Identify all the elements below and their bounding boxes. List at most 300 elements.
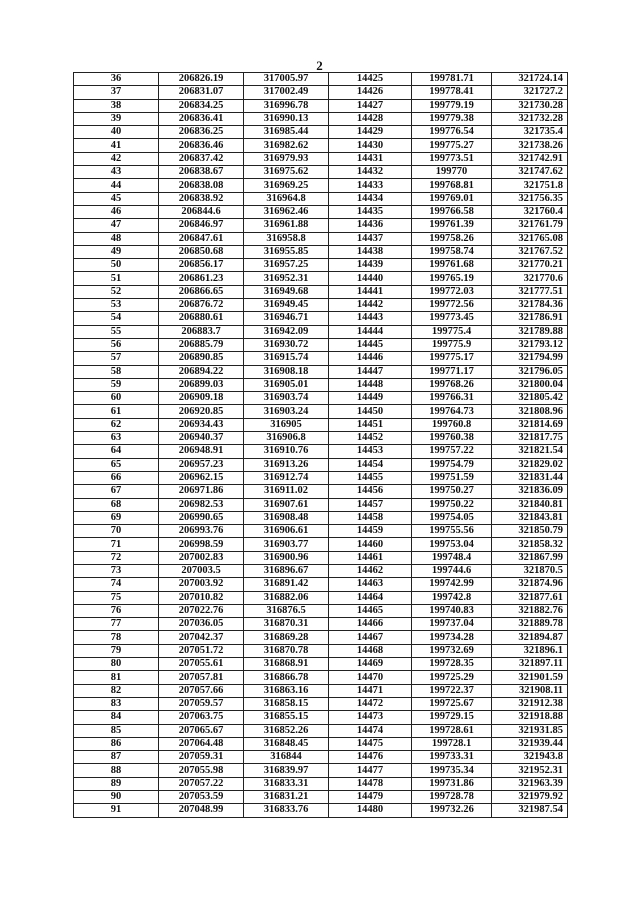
y-coordinate-cell: 316958.8 [244, 232, 329, 245]
table-row [74, 126, 568, 139]
x-coordinate-cell: 199771.17 [412, 365, 492, 378]
x-coordinate-cell: 207002.83 [159, 551, 244, 564]
point-number-cell: 65 [74, 458, 159, 471]
x-coordinate-cell: 207064.48 [159, 737, 244, 750]
point-number-cell: 36 [74, 73, 159, 86]
point-number-cell: 59 [74, 378, 159, 391]
y-coordinate-cell: 317002.49 [244, 86, 329, 99]
y-coordinate-cell: 316833.31 [244, 777, 329, 790]
y-coordinate-cell: 321918.88 [492, 711, 568, 724]
point-number-cell: 14465 [329, 604, 412, 617]
x-coordinate-cell: 199728.35 [412, 658, 492, 671]
point-number-cell: 49 [74, 245, 159, 258]
table-row [74, 365, 568, 378]
point-number-cell: 14440 [329, 272, 412, 285]
x-coordinate-cell: 199779.19 [412, 99, 492, 112]
table-row [74, 724, 568, 737]
y-coordinate-cell: 321987.54 [492, 804, 568, 817]
table-row [74, 232, 568, 245]
table-row [74, 485, 568, 498]
x-coordinate-cell: 199751.59 [412, 471, 492, 484]
point-number-cell: 84 [74, 711, 159, 724]
table-row [74, 219, 568, 232]
table-row [74, 751, 568, 764]
y-coordinate-cell: 321870.5 [492, 564, 568, 577]
x-coordinate-cell: 199770 [412, 166, 492, 179]
point-number-cell: 14463 [329, 578, 412, 591]
point-number-cell: 14469 [329, 658, 412, 671]
y-coordinate-cell: 316905.01 [244, 378, 329, 391]
point-number-cell: 42 [74, 152, 159, 165]
y-coordinate-cell: 321897.11 [492, 658, 568, 671]
x-coordinate-cell: 206971.86 [159, 485, 244, 498]
y-coordinate-cell: 321767.52 [492, 245, 568, 258]
x-coordinate-cell: 206847.61 [159, 232, 244, 245]
x-coordinate-cell: 206957.23 [159, 458, 244, 471]
y-coordinate-cell: 316907.61 [244, 498, 329, 511]
table-row [74, 697, 568, 710]
table-row [74, 432, 568, 445]
point-number-cell: 14448 [329, 378, 412, 391]
point-number-cell: 54 [74, 312, 159, 325]
x-coordinate-cell: 199781.71 [412, 73, 492, 86]
table-row [74, 139, 568, 152]
y-coordinate-cell: 321877.61 [492, 591, 568, 604]
x-coordinate-cell: 206836.46 [159, 139, 244, 152]
x-coordinate-cell: 199755.56 [412, 525, 492, 538]
table-row [74, 711, 568, 724]
x-coordinate-cell: 206899.03 [159, 378, 244, 391]
table-row [74, 471, 568, 484]
point-number-cell: 47 [74, 219, 159, 232]
x-coordinate-cell: 206990.65 [159, 511, 244, 524]
y-coordinate-cell: 321794.99 [492, 352, 568, 365]
y-coordinate-cell: 316906.8 [244, 432, 329, 445]
y-coordinate-cell: 321786.91 [492, 312, 568, 325]
y-coordinate-cell: 316969.25 [244, 179, 329, 192]
y-coordinate-cell: 316996.78 [244, 99, 329, 112]
y-coordinate-cell: 316915.74 [244, 352, 329, 365]
x-coordinate-cell: 199742.8 [412, 591, 492, 604]
x-coordinate-cell: 199725.29 [412, 671, 492, 684]
point-number-cell: 14471 [329, 684, 412, 697]
point-number-cell: 14446 [329, 352, 412, 365]
point-number-cell: 43 [74, 166, 159, 179]
table-row [74, 445, 568, 458]
x-coordinate-cell: 199775.9 [412, 338, 492, 351]
x-coordinate-cell: 206940.37 [159, 432, 244, 445]
x-coordinate-cell: 199732.69 [412, 644, 492, 657]
point-number-cell: 14434 [329, 192, 412, 205]
y-coordinate-cell: 321952.31 [492, 764, 568, 777]
table-row [74, 578, 568, 591]
y-coordinate-cell: 316844 [244, 751, 329, 764]
x-coordinate-cell: 199766.58 [412, 205, 492, 218]
y-coordinate-cell: 321808.96 [492, 405, 568, 418]
y-coordinate-cell: 321821.54 [492, 445, 568, 458]
table-row [74, 285, 568, 298]
y-coordinate-cell: 316868.91 [244, 658, 329, 671]
y-coordinate-cell: 316952.31 [244, 272, 329, 285]
x-coordinate-cell: 199728.78 [412, 791, 492, 804]
x-coordinate-cell: 206838.08 [159, 179, 244, 192]
y-coordinate-cell: 316912.74 [244, 471, 329, 484]
x-coordinate-cell: 207051.72 [159, 644, 244, 657]
y-coordinate-cell: 316852.26 [244, 724, 329, 737]
point-number-cell: 14436 [329, 219, 412, 232]
x-coordinate-cell: 199754.79 [412, 458, 492, 471]
point-number-cell: 14445 [329, 338, 412, 351]
y-coordinate-cell: 316858.15 [244, 697, 329, 710]
point-number-cell: 46 [74, 205, 159, 218]
point-number-cell: 14480 [329, 804, 412, 817]
y-coordinate-cell: 321784.36 [492, 299, 568, 312]
point-number-cell: 14455 [329, 471, 412, 484]
point-number-cell: 14459 [329, 525, 412, 538]
x-coordinate-cell: 199773.45 [412, 312, 492, 325]
point-number-cell: 14449 [329, 392, 412, 405]
point-number-cell: 14475 [329, 737, 412, 750]
x-coordinate-cell: 206894.22 [159, 365, 244, 378]
point-number-cell: 14441 [329, 285, 412, 298]
point-number-cell: 14432 [329, 166, 412, 179]
y-coordinate-cell: 321882.76 [492, 604, 568, 617]
y-coordinate-cell: 316905 [244, 418, 329, 431]
x-coordinate-cell: 206920.85 [159, 405, 244, 418]
x-coordinate-cell: 206866.65 [159, 285, 244, 298]
table-row [74, 631, 568, 644]
x-coordinate-cell: 207003.92 [159, 578, 244, 591]
y-coordinate-cell: 321874.96 [492, 578, 568, 591]
x-coordinate-cell: 206837.42 [159, 152, 244, 165]
y-coordinate-cell: 316949.68 [244, 285, 329, 298]
point-number-cell: 87 [74, 751, 159, 764]
y-coordinate-cell: 321979.92 [492, 791, 568, 804]
table-row [74, 166, 568, 179]
point-number-cell: 58 [74, 365, 159, 378]
table-row [74, 192, 568, 205]
x-coordinate-cell: 206982.53 [159, 498, 244, 511]
point-number-cell: 14444 [329, 325, 412, 338]
point-number-cell: 72 [74, 551, 159, 564]
table-row [74, 205, 568, 218]
table-row [74, 458, 568, 471]
point-number-cell: 55 [74, 325, 159, 338]
table-row [74, 671, 568, 684]
x-coordinate-cell: 206836.25 [159, 126, 244, 139]
point-number-cell: 14426 [329, 86, 412, 99]
point-number-cell: 77 [74, 618, 159, 631]
table-row [74, 737, 568, 750]
y-coordinate-cell: 321735.4 [492, 126, 568, 139]
x-coordinate-cell: 207010.82 [159, 591, 244, 604]
point-number-cell: 63 [74, 432, 159, 445]
x-coordinate-cell: 206998.59 [159, 538, 244, 551]
y-coordinate-cell: 316985.44 [244, 126, 329, 139]
x-coordinate-cell: 199772.03 [412, 285, 492, 298]
point-number-cell: 79 [74, 644, 159, 657]
x-coordinate-cell: 199753.04 [412, 538, 492, 551]
y-coordinate-cell: 316839.97 [244, 764, 329, 777]
point-number-cell: 70 [74, 525, 159, 538]
point-number-cell: 14454 [329, 458, 412, 471]
x-coordinate-cell: 199775.4 [412, 325, 492, 338]
x-coordinate-cell: 199765.19 [412, 272, 492, 285]
table-row [74, 299, 568, 312]
y-coordinate-cell: 316900.96 [244, 551, 329, 564]
y-coordinate-cell: 321796.05 [492, 365, 568, 378]
x-coordinate-cell: 199750.22 [412, 498, 492, 511]
y-coordinate-cell: 321800.04 [492, 378, 568, 391]
point-number-cell: 14427 [329, 99, 412, 112]
point-number-cell: 51 [74, 272, 159, 285]
y-coordinate-cell: 317005.97 [244, 73, 329, 86]
point-number-cell: 62 [74, 418, 159, 431]
point-number-cell: 89 [74, 777, 159, 790]
point-number-cell: 14431 [329, 152, 412, 165]
y-coordinate-cell: 316882.06 [244, 591, 329, 604]
point-number-cell: 14473 [329, 711, 412, 724]
table-row [74, 152, 568, 165]
x-coordinate-cell: 199768.26 [412, 378, 492, 391]
page-number: 2 [316, 58, 323, 73]
y-coordinate-cell: 316903.77 [244, 538, 329, 551]
point-number-cell: 86 [74, 737, 159, 750]
x-coordinate-cell: 206909.18 [159, 392, 244, 405]
x-coordinate-cell: 207057.81 [159, 671, 244, 684]
y-coordinate-cell: 316930.72 [244, 338, 329, 351]
point-number-cell: 14443 [329, 312, 412, 325]
x-coordinate-cell: 199737.04 [412, 618, 492, 631]
x-coordinate-cell: 199725.67 [412, 697, 492, 710]
x-coordinate-cell: 199757.22 [412, 445, 492, 458]
point-number-cell: 14425 [329, 73, 412, 86]
x-coordinate-cell: 206885.79 [159, 338, 244, 351]
point-number-cell: 14439 [329, 259, 412, 272]
point-number-cell: 14456 [329, 485, 412, 498]
point-number-cell: 14462 [329, 564, 412, 577]
x-coordinate-cell: 199769.01 [412, 192, 492, 205]
x-coordinate-cell: 207042.37 [159, 631, 244, 644]
x-coordinate-cell: 199773.51 [412, 152, 492, 165]
point-number-cell: 40 [74, 126, 159, 139]
y-coordinate-cell: 321751.8 [492, 179, 568, 192]
x-coordinate-cell: 199761.39 [412, 219, 492, 232]
x-coordinate-cell: 199750.27 [412, 485, 492, 498]
point-number-cell: 14438 [329, 245, 412, 258]
y-coordinate-cell: 321727.2 [492, 86, 568, 99]
table-row [74, 179, 568, 192]
point-number-cell: 14472 [329, 697, 412, 710]
y-coordinate-cell: 316848.45 [244, 737, 329, 750]
y-coordinate-cell: 316913.26 [244, 458, 329, 471]
x-coordinate-cell: 207059.31 [159, 751, 244, 764]
y-coordinate-cell: 316833.76 [244, 804, 329, 817]
x-coordinate-cell: 206838.67 [159, 166, 244, 179]
x-coordinate-cell: 199728.61 [412, 724, 492, 737]
y-coordinate-cell: 321777.51 [492, 285, 568, 298]
point-number-cell: 14453 [329, 445, 412, 458]
point-number-cell: 14466 [329, 618, 412, 631]
point-number-cell: 67 [74, 485, 159, 498]
x-coordinate-cell: 199778.41 [412, 86, 492, 99]
point-number-cell: 90 [74, 791, 159, 804]
y-coordinate-cell: 316910.76 [244, 445, 329, 458]
point-number-cell: 14451 [329, 418, 412, 431]
table-row [74, 405, 568, 418]
y-coordinate-cell: 321761.79 [492, 219, 568, 232]
y-coordinate-cell: 321831.44 [492, 471, 568, 484]
x-coordinate-cell: 199728.1 [412, 737, 492, 750]
y-coordinate-cell: 321901.59 [492, 671, 568, 684]
point-number-cell: 14464 [329, 591, 412, 604]
point-number-cell: 68 [74, 498, 159, 511]
y-coordinate-cell: 321943.8 [492, 751, 568, 764]
y-coordinate-cell: 321732.28 [492, 112, 568, 125]
x-coordinate-cell: 199758.74 [412, 245, 492, 258]
table-row [74, 312, 568, 325]
y-coordinate-cell: 316891.42 [244, 578, 329, 591]
x-coordinate-cell: 207055.61 [159, 658, 244, 671]
x-coordinate-cell: 199732.26 [412, 804, 492, 817]
point-number-cell: 14435 [329, 205, 412, 218]
table-row [74, 86, 568, 99]
point-number-cell: 56 [74, 338, 159, 351]
y-coordinate-cell: 316855.15 [244, 711, 329, 724]
x-coordinate-cell: 207063.75 [159, 711, 244, 724]
point-number-cell: 39 [74, 112, 159, 125]
x-coordinate-cell: 199772.56 [412, 299, 492, 312]
x-coordinate-cell: 199733.31 [412, 751, 492, 764]
table-row [74, 272, 568, 285]
point-number-cell: 69 [74, 511, 159, 524]
point-number-cell: 14474 [329, 724, 412, 737]
y-coordinate-cell: 321742.91 [492, 152, 568, 165]
point-number-cell: 14461 [329, 551, 412, 564]
y-coordinate-cell: 321730.28 [492, 99, 568, 112]
y-coordinate-cell: 321738.26 [492, 139, 568, 152]
point-number-cell: 60 [74, 392, 159, 405]
x-coordinate-cell: 199722.37 [412, 684, 492, 697]
x-coordinate-cell: 207003.5 [159, 564, 244, 577]
point-number-cell: 14476 [329, 751, 412, 764]
point-number-cell: 14429 [329, 126, 412, 139]
point-number-cell: 14442 [329, 299, 412, 312]
y-coordinate-cell: 321770.21 [492, 259, 568, 272]
y-coordinate-cell: 316870.31 [244, 618, 329, 631]
x-coordinate-cell: 199760.38 [412, 432, 492, 445]
y-coordinate-cell: 316946.71 [244, 312, 329, 325]
point-number-cell: 82 [74, 684, 159, 697]
point-number-cell: 45 [74, 192, 159, 205]
x-coordinate-cell: 206834.25 [159, 99, 244, 112]
y-coordinate-cell: 316955.85 [244, 245, 329, 258]
point-number-cell: 48 [74, 232, 159, 245]
point-number-cell: 73 [74, 564, 159, 577]
x-coordinate-cell: 206934.43 [159, 418, 244, 431]
point-number-cell: 83 [74, 697, 159, 710]
x-coordinate-cell: 199734.28 [412, 631, 492, 644]
table-row [74, 804, 568, 817]
y-coordinate-cell: 316975.62 [244, 166, 329, 179]
x-coordinate-cell: 206890.85 [159, 352, 244, 365]
table-row [74, 245, 568, 258]
y-coordinate-cell: 321793.12 [492, 338, 568, 351]
x-coordinate-cell: 199754.05 [412, 511, 492, 524]
point-number-cell: 75 [74, 591, 159, 604]
y-coordinate-cell: 316982.62 [244, 139, 329, 152]
y-coordinate-cell: 316990.13 [244, 112, 329, 125]
point-number-cell: 80 [74, 658, 159, 671]
y-coordinate-cell: 316896.67 [244, 564, 329, 577]
point-number-cell: 91 [74, 804, 159, 817]
y-coordinate-cell: 316870.78 [244, 644, 329, 657]
y-coordinate-cell: 321747.62 [492, 166, 568, 179]
table-row [74, 112, 568, 125]
x-coordinate-cell: 207057.66 [159, 684, 244, 697]
x-coordinate-cell: 199731.86 [412, 777, 492, 790]
y-coordinate-cell: 321931.85 [492, 724, 568, 737]
point-number-cell: 14450 [329, 405, 412, 418]
point-number-cell: 14470 [329, 671, 412, 684]
x-coordinate-cell: 199744.6 [412, 564, 492, 577]
y-coordinate-cell: 321963.39 [492, 777, 568, 790]
point-number-cell: 74 [74, 578, 159, 591]
x-coordinate-cell: 199760.8 [412, 418, 492, 431]
table-row [74, 777, 568, 790]
point-number-cell: 61 [74, 405, 159, 418]
x-coordinate-cell: 206993.76 [159, 525, 244, 538]
point-number-cell: 78 [74, 631, 159, 644]
table-row [74, 392, 568, 405]
x-coordinate-cell: 206856.17 [159, 259, 244, 272]
y-coordinate-cell: 321814.69 [492, 418, 568, 431]
x-coordinate-cell: 207055.98 [159, 764, 244, 777]
point-number-cell: 14447 [329, 365, 412, 378]
y-coordinate-cell: 321789.88 [492, 325, 568, 338]
point-number-cell: 14477 [329, 764, 412, 777]
table-row [74, 73, 568, 86]
point-number-cell: 66 [74, 471, 159, 484]
x-coordinate-cell: 199735.34 [412, 764, 492, 777]
y-coordinate-cell: 316949.45 [244, 299, 329, 312]
point-number-cell: 50 [74, 259, 159, 272]
table-row [74, 259, 568, 272]
x-coordinate-cell: 207057.22 [159, 777, 244, 790]
y-coordinate-cell: 321770.6 [492, 272, 568, 285]
x-coordinate-cell: 199764.73 [412, 405, 492, 418]
x-coordinate-cell: 206826.19 [159, 73, 244, 86]
coordinates-table [73, 72, 568, 818]
y-coordinate-cell: 321817.75 [492, 432, 568, 445]
point-number-cell: 44 [74, 179, 159, 192]
table-row [74, 791, 568, 804]
table-row [74, 591, 568, 604]
y-coordinate-cell: 316957.25 [244, 259, 329, 272]
y-coordinate-cell: 321840.81 [492, 498, 568, 511]
y-coordinate-cell: 321756.35 [492, 192, 568, 205]
x-coordinate-cell: 206880.61 [159, 312, 244, 325]
table-row [74, 658, 568, 671]
x-coordinate-cell: 206876.72 [159, 299, 244, 312]
x-coordinate-cell: 199742.99 [412, 578, 492, 591]
x-coordinate-cell: 206948.91 [159, 445, 244, 458]
y-coordinate-cell: 316906.61 [244, 525, 329, 538]
y-coordinate-cell: 316911.02 [244, 485, 329, 498]
point-number-cell: 85 [74, 724, 159, 737]
point-number-cell: 14437 [329, 232, 412, 245]
point-number-cell: 14430 [329, 139, 412, 152]
